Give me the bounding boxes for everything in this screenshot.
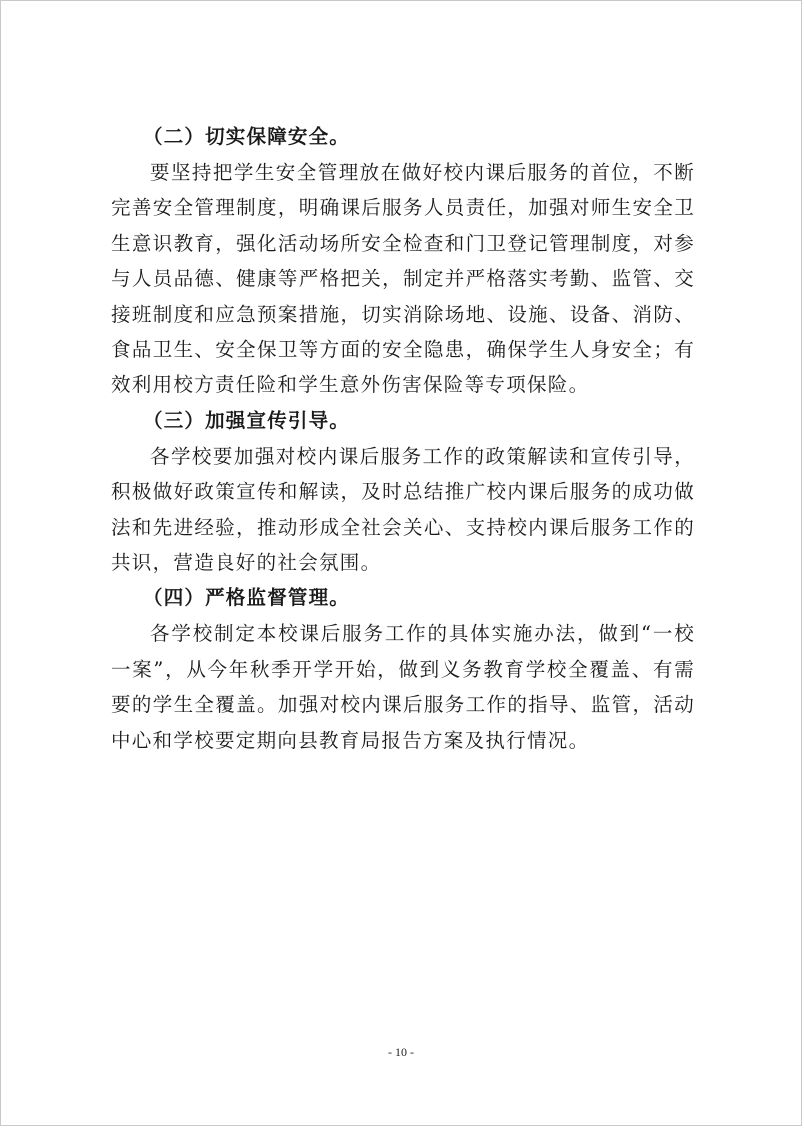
section-paragraph-safety: 要坚持把学生安全管理放在做好校内课后服务的首位，不断完善安全管理制度，明确课后服务人员责任，加强对师生安全卫生意识教育，强化活动场所安全检查和门卫登记管理制度，对参与人员品德、健康等严格把关，制定并严格落实考勤、监管、交接班制度和应急预案措施，切实消除场地、设施、设备、消防、食品卫生、安全保卫等方面的安全隐患，确保学生人身安全；有效利用校方责任险和学生意外伤害保险等专项保险。 (111, 161, 695, 397)
section-paragraph-publicity: 各学校要加强对校内课后服务工作的政策解读和宣传引导，积极做好政策宣传和解读，及时总结推广校内课后服务的成功做法和先进经验，推动形成全社会关心、支持校内课后服务工作的共识，营造良好的社会氛围。 (111, 444, 695, 575)
document-body (111, 119, 695, 758)
section-heading-safety: （二）切实保障安全。 (143, 125, 351, 148)
section-heading-publicity: （三）加强宣传引导。 (143, 408, 351, 432)
section-paragraph-supervision: 各学校制定本校课后服务工作的具体实施办法，做到“一校一案”，从今年秋季开学开始，做到义务教育学校全覆盖、有需要的学生全覆盖。加强对校内课后服务工作的指导、监管，活动中心和学校要定期向县教育局报告方案及执行情况。 (111, 622, 695, 752)
section-heading-supervision: （四）严格监督管理。 (143, 586, 351, 610)
page-number: - 10 - (388, 1045, 414, 1059)
